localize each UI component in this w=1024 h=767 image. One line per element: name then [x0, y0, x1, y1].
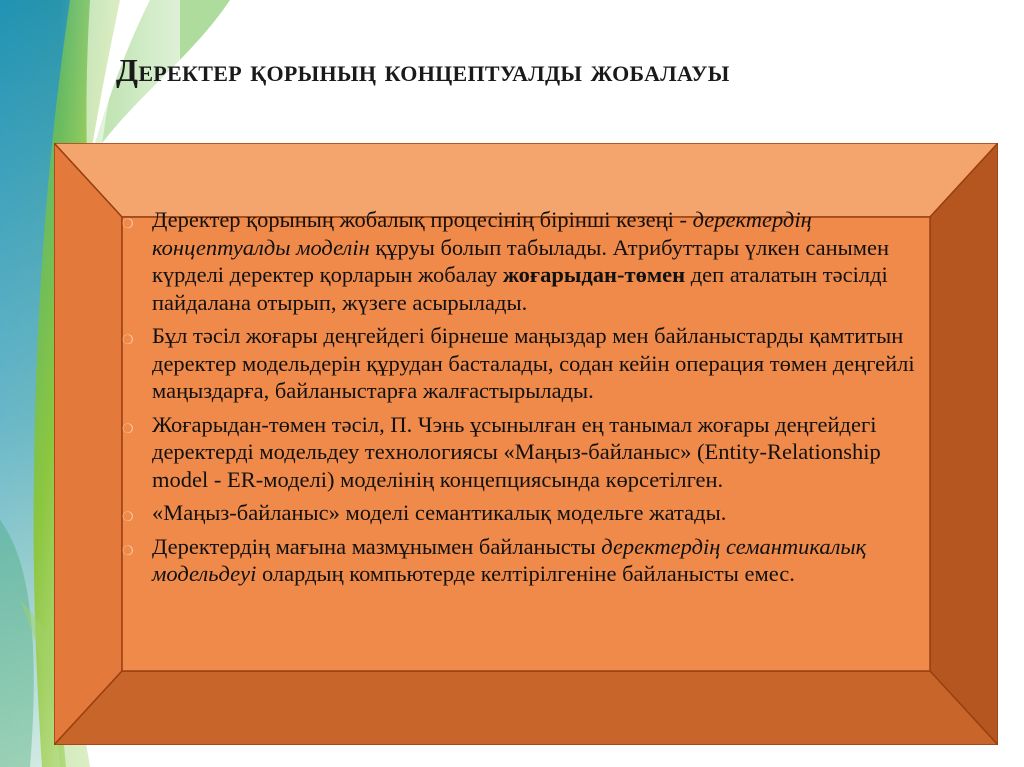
bullet-icon: ❍ [122, 332, 134, 347]
list-item [122, 322, 942, 405]
bullet-icon: ❍ [122, 509, 134, 524]
bullet-icon: ❍ [122, 542, 134, 558]
bullet-text: Бұл тәсіл жоғары деңгейдегі бірнеше маңыздар мен байланыстарды қамтитын деректер модельдерін құрудан басталады, содан кейін операция төмен деңгейлі маңыздарға, байланыстарға жалғастырылады. [152, 323, 915, 403]
bullet-text: Деректер қорының жобалық процесінің бірінші кезеңі - [152, 207, 693, 232]
bullet-text: Деректердің мағына мазмұнымен байланысты [152, 533, 602, 559]
list-item [122, 533, 942, 588]
list-item [122, 411, 942, 494]
bullet-icon: ❍ [122, 420, 134, 436]
list-item [122, 499, 942, 527]
slide-title: Деректер қорының концептуалды жобалауы [116, 52, 730, 88]
bullet-bold: жоғарыдан-төмен [502, 262, 686, 287]
bullet-icon: ❍ [122, 216, 134, 231]
bullet-list-container [122, 206, 942, 706]
bullet-text: олардың компьютерде келтірілгеніне байланысты емес. [256, 561, 795, 586]
bullet-italic: деректердің семантикалық модельдеуі [152, 533, 867, 586]
bullet-text: «Маңыз-байланыс» моделі семантикалық модельге жатады. [152, 500, 727, 525]
bullet-italic: деректердің концептуалды моделін [152, 207, 812, 260]
frame-left-bevel [54, 143, 122, 745]
bullet-text: деп аталатын тәсілді пайдалана отырып, жүзеге асырылады. [152, 262, 888, 315]
bullet-list [122, 206, 942, 588]
list-item [122, 206, 942, 316]
bullet-text: құруы болып табылады. Атрибуттары үлкен санымен күрделі деректер қорларын жобалау [152, 234, 890, 287]
bullet-text: Жоғарыдан-төмен тәсіл, П. Чэнь ұсынылған ең танымал жоғары деңгейдегі деректерді модельдеу технологиясы «Маңыз-байланыс» (Entity-Relationship model - ER-моделі) моделінің концепциясында көрсетілген. [152, 411, 881, 492]
